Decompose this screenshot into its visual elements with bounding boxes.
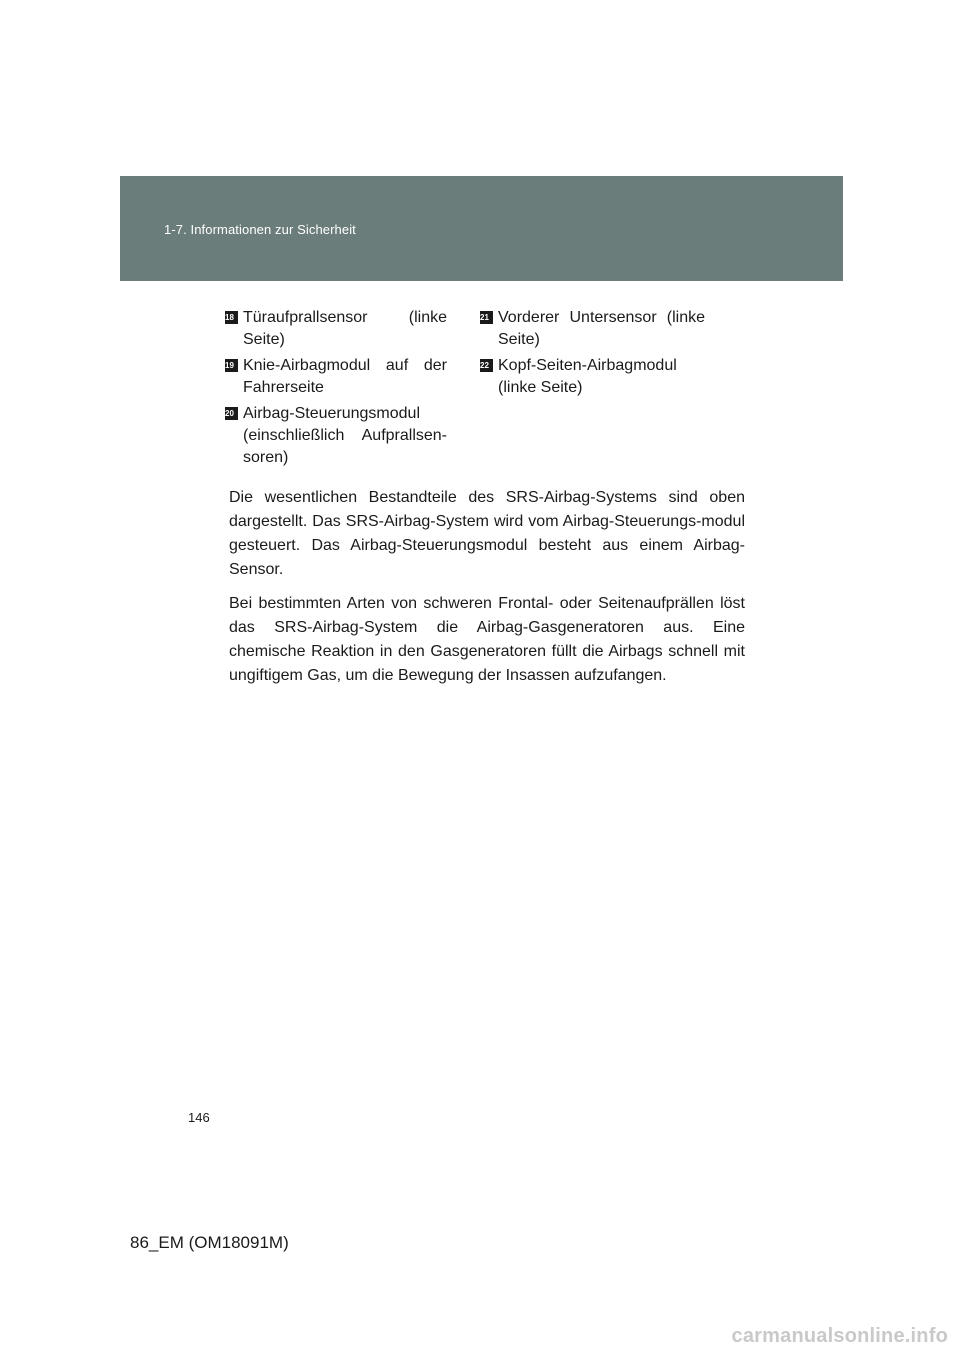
legend-item-18 bbox=[225, 307, 447, 351]
legend-right-column bbox=[480, 307, 705, 403]
page-number: 146 bbox=[188, 1110, 210, 1125]
legend-item-text: Airbag-Steuerungsmodul (einschließlich Aufprallsen-soren) bbox=[243, 405, 447, 466]
callout-number-badge: 20 bbox=[225, 407, 238, 420]
header-band bbox=[120, 176, 843, 281]
callout-number-badge: 21 bbox=[480, 311, 493, 324]
document-code: 86_EM (OM18091M) bbox=[130, 1233, 289, 1252]
watermark-link[interactable]: carmanualsonline.info bbox=[731, 1325, 948, 1347]
legend-item-20 bbox=[225, 403, 447, 469]
callout-number-badge: 19 bbox=[225, 359, 238, 372]
callout-number-badge: 18 bbox=[225, 311, 238, 324]
legend-item-19 bbox=[225, 355, 447, 399]
legend-item-text: Kopf-Seiten-Airbagmodul (linke Seite) bbox=[498, 357, 677, 396]
body-paragraph-1: Die wesentlichen Bestandteile des SRS-Airbag-Systems sind oben dargestellt. Das SRS-Airbag-System wird vom Airbag-Steuerungs-modul gesteuert. Das Airbag-Steuerungsmodul besteht aus einem Airbag-Sensor. bbox=[229, 489, 745, 578]
body-paragraph-2: Bei bestimmten Arten von schweren Frontal- oder Seitenaufprällen löst das SRS-Airbag-System die Airbag-Gasgeneratoren aus. Eine chemische Reaktion in den Gasgeneratoren füllt die Airbags schnell mit ungiftigem Gas, um die Bewegung der Insassen aufzufangen. bbox=[229, 595, 745, 684]
legend-item-22 bbox=[480, 355, 705, 399]
legend-item-text: Knie-Airbagmodul auf der Fahrerseite bbox=[243, 357, 447, 396]
legend-item-text: Vorderer Untersensor (linke Seite) bbox=[498, 309, 705, 348]
legend-item-21 bbox=[480, 307, 705, 351]
body-text bbox=[229, 486, 745, 698]
legend-item-text: Türaufprallsensor (linke Seite) bbox=[243, 309, 447, 348]
callout-number-badge: 22 bbox=[480, 359, 493, 372]
section-title: 1-7. Informationen zur Sicherheit bbox=[164, 222, 356, 237]
legend-left-column bbox=[225, 307, 447, 473]
